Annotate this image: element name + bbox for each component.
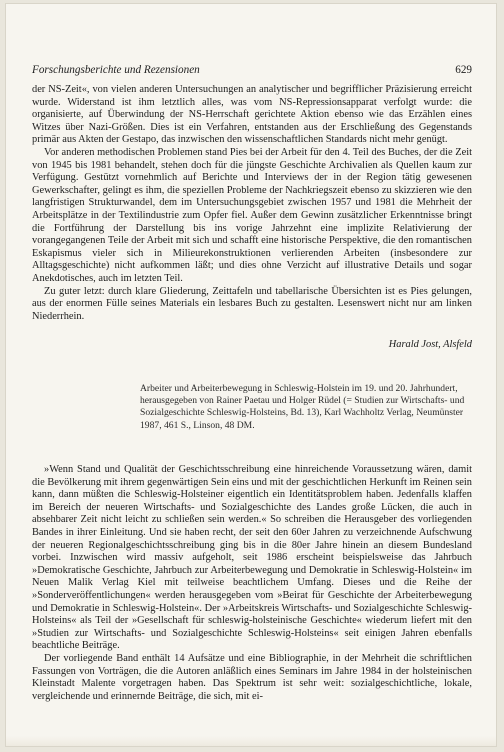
review-1-body	[32, 84, 472, 323]
section-title: Forschungsberichte und Rezensionen	[32, 64, 200, 76]
review-1-paragraph-2: Vor anderen methodischen Problemen stand Pies bei der Arbeit für den 4. Teil des Buches, der die Zeit von 1945 bis 1981 behandelt, stehen doch für die jüngste Geschichte Archivalien als Quellen kaum zur Verfügung. Gestützt vornehmlich auf Berichte und Interviews der in der Region tätig gewesenen Gewerkschafter, gelingt es ihm, die speziellen Probleme der Nachkriegszeit ebenso zu skizzieren wie den langfristigen Strukturwandel, dem im Untersuchungsgebiet zwischen 1957 und 1981 die Mehrheit der Arbeitsplätze in der Textilindustrie zum Opfer fiel. Außer dem Gewinn zusätzlicher Erkenntnisse bringt die Fortführung der Darstellung bis ins vorige Jahrzehnt eine implizite Relativierung der vorangegangenen Teile der Arbeit mit sich und schafft eine historische Perspektive, die den romantischen Eskapismus vieler sich in Milieurekonstruktionen verlierenden Arbeiten (insbesondere zur Alltagsgeschichte) nicht aufkommen läßt; und dies ohne Verzicht auf illustrative Details und sogar Anekdotisches, auch im letzten Teil.	[32, 146, 472, 284]
reviewer-signature: Harald Jost, Alsfeld	[388, 339, 472, 350]
review-1-paragraph-3: Zu guter letzt: durch klare Gliederung, Zeittafeln und tabellarische Übersichten ist es Pies gelungen, aus der enormen Fülle seines Materials ein lesbares Buch zu gestalten. Lesenswert nicht nur am linken Niederrhein.	[32, 285, 472, 322]
review-2-paragraph-1: »Wenn Stand und Qualität der Geschichtsschreibung eine hinreichende Voraussetzung wären, damit die Bevölkerung mit ihrem gegenwärtigen Sein eins und mit der geschichtlichen Herkunft im Reinen sein kann, dann müßten die Schleswig-Holsteiner eigentlich ein Identitätsproblem haben. Jedenfalls klaffen im Bereich der neueren Wirtschafts- und Sozialgeschichte des Landes große Lücken, die auch in absehbarer Zeit nicht leicht zu schließen sein werden.« So schreiben die Herausgeber des vorliegenden Bandes in ihrer Einleitung. Und sie haben recht, der seit den 60er Jahren zu verzeichnende Aufschwung der neueren Regionalgeschichtsschreibung ging bis in die 80er Jahre hinein an diesem Bundesland vorbei. Inzwischen wird massiv aufgeholt, seit 1986 erscheint beispielsweise das Jahrbuch »Demokratische Geschichte, Jahrbuch zur Arbeiterbewegung und Demokratie in Schleswig-Holstein« im Neuen Malik Verlag Kiel mit teilweise beachtlichem Umfang. Dieses und die Reihe der »Sonderveröffentlichungen« werden herausgegeben vom »Beirat für Geschichte der Arbeiterbewegung und Demokratie in Schleswig-Holstein«. Der »Arbeitskreis Wirtschafts- und Sozialgeschichte Schleswig-Holsteins« als Teil der »Gesellschaft für schleswig-holsteinische Geschichte« wiederum liefert mit den »Studien zur Wirtschafts- und Sozialgeschichte Schleswig-Holsteins« seit einigen Jahren ebenfalls beachtliche Beiträge.	[32, 464, 472, 652]
review-2-body	[32, 464, 472, 703]
bibliographic-entry: Arbeiter und Arbeiterbewegung in Schleswig-Holstein im 19. und 20. Jahrhundert, herausgegeben von Rainer Paetau und Holger Rüdel (= Studien zur Wirtschafts- und Sozialgeschichte Schleswig-Holsteins, Bd. 13), Karl Wachholtz Verlag, Neumünster 1987, 461 S., Linson, 48 DM.	[140, 383, 465, 431]
page-number: 629	[455, 64, 472, 76]
page-header	[32, 64, 472, 80]
review-1-paragraph-1: der NS-Zeit«, von vielen anderen Untersuchungen an analytischer und begrifflicher Präzisierung erreicht wurde. Widerstand ist ihm letztlich alles, was vom NS-Repressionsapparat verfolgt wurde: die organisierte, auf Überwindung der NS-Herrschaft gerichtete Aktion ebenso wie das Erzählen eines Witzes über Nazi-Größen. Dies ist ein Verfahren, entstanden aus der Erschließung des Gegenstands primär aus Akten der Gestapo, das inzwischen den wissenschaftlichen Standards nicht mehr genügt.	[32, 84, 472, 146]
page-bottom-edge	[6, 736, 496, 746]
book-page	[6, 4, 496, 746]
review-2-paragraph-2: Der vorliegende Band enthält 14 Aufsätze und eine Bibliographie, in der Mehrheit die schriftlichen Fassungen von Vorträgen, die die Autoren anläßlich eines Seminars im Jahre 1984 in der holsteinischen Kleinstadt Malente vorgetragen haben. Das Spektrum ist sehr weit: sozialgeschichtliche, lokale, vergleichende und erinnernde Beiträge, die sich, mit ei-	[32, 652, 472, 702]
